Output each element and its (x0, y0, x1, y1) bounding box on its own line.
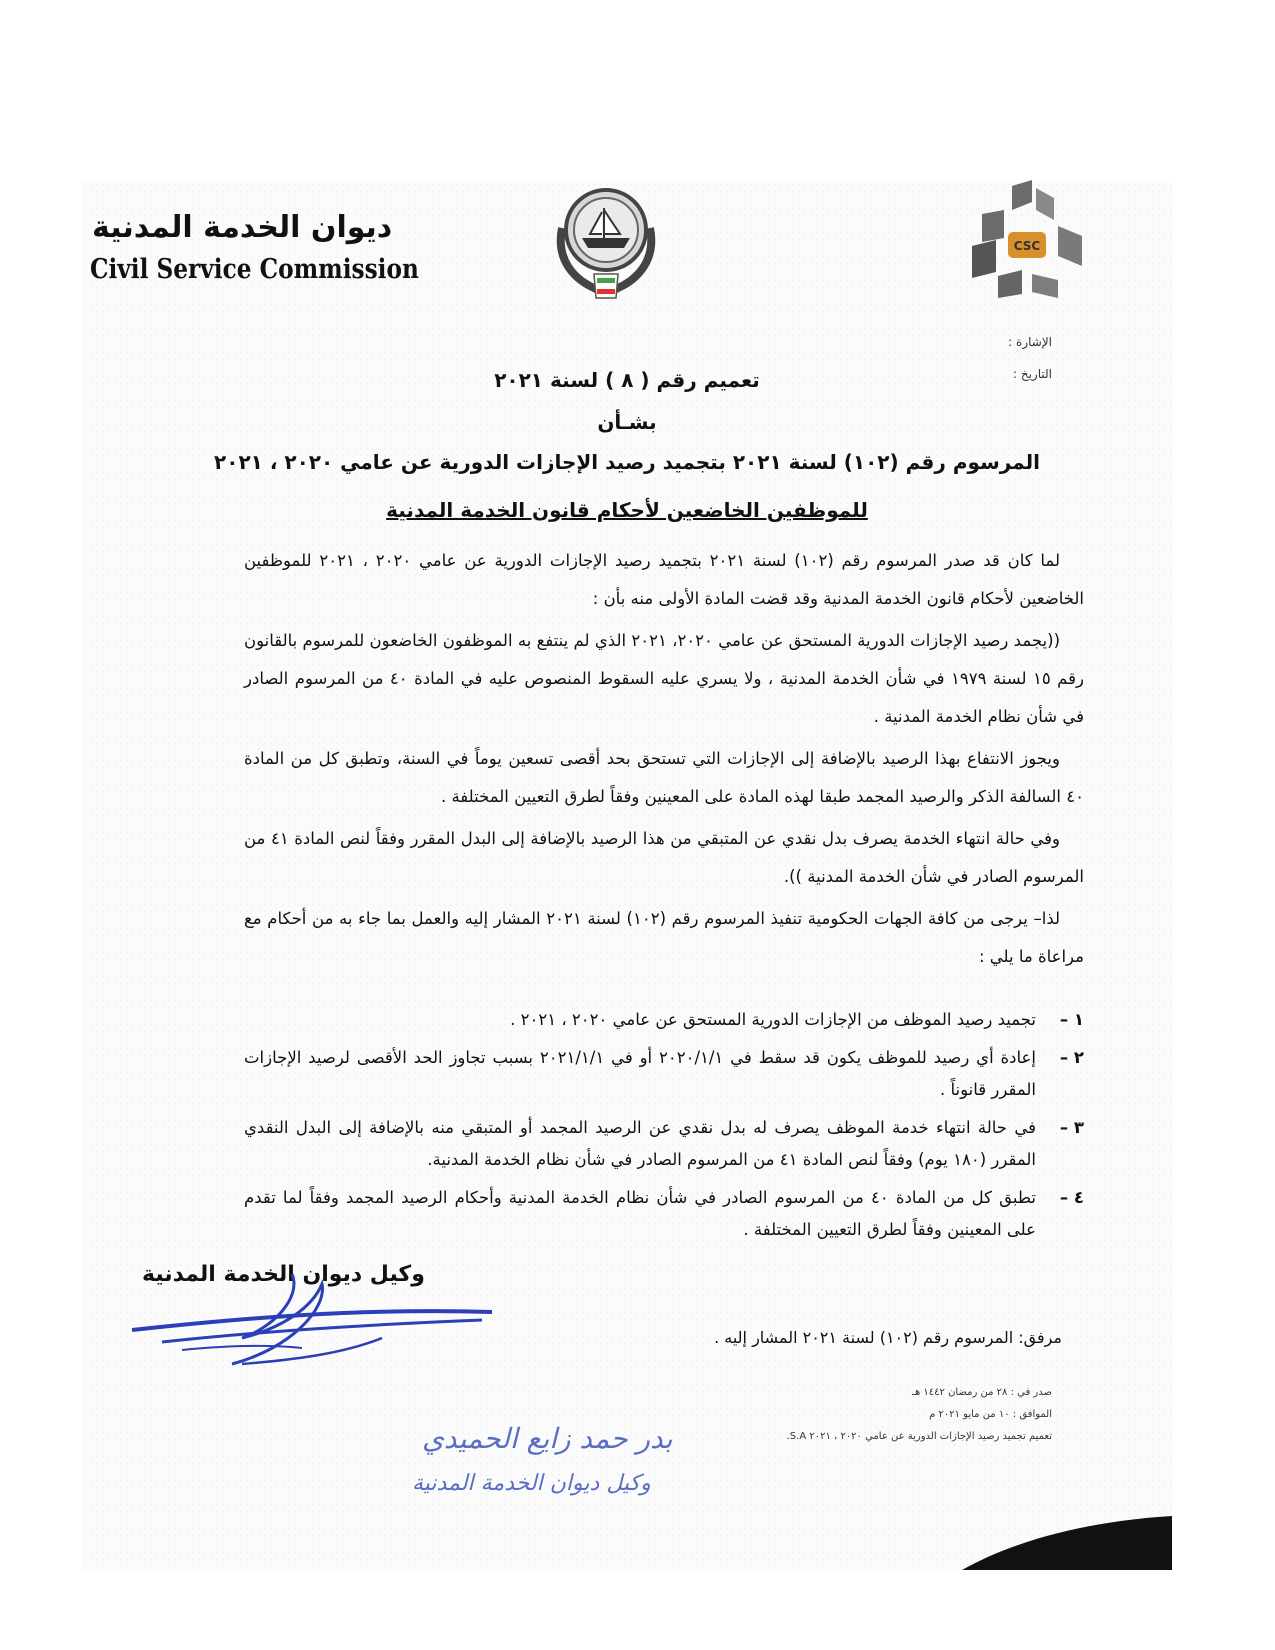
list-item (244, 1004, 1084, 1036)
paragraph-2: ((يجمد رصيد الإجازات الدورية المستحق عن عامي ٢٠٢٠، ٢٠٢١ الذي لم ينتفع به الموظفون الخاضعون للمرسوم بالقانون رقم ١٥ لسنة ١٩٧٩ في شأن الخدمة المدنية ، ولا يسري عليه السقوط المنصوص عليه في المادة ٤٠ من المرسوم الصادر في شأن نظام الخدمة المدنية . (244, 631, 1085, 726)
signature-scribble-icon (122, 1268, 502, 1378)
list-item (244, 1042, 1084, 1106)
attachment-note: مرفق: المرسوم رقم (١٠٢) لسنة ٢٠٢١ المشار إليه . (714, 1328, 1062, 1347)
subject-line-2 (82, 498, 1172, 522)
list-item-text: في حالة انتهاء خدمة الموظف يصرف له بدل نقدي عن الرصيد المجمد أو المتبقي منه بالإضافة إلى البدل النقدي المقرر (١٨٠ يوم) وفقاً لنص المادة ٤١ من المرسوم الصادر في شأن نظام الخدمة المدنية. (244, 1118, 1036, 1169)
issue-date-gregorian: الموافق : ١٠ من مايو ٢٠٢١ م (929, 1409, 1052, 1420)
csc-logo-icon (962, 180, 1092, 300)
list-item-text: تجميد رصيد الموظف من الإجازات الدورية المستحق عن عامي ٢٠٢٠ ، ٢٠٢١ . (510, 1010, 1036, 1029)
handwritten-title: وكيل ديوان الخدمة المدنية (412, 1471, 651, 1496)
list-item-text: إعادة أي رصيد للموظف يكون قد سقط في ٢٠٢٠/١/١ أو في ٢٠٢١/١/١ بسبب تجاوز الحد الأقصى لرصيد الإجازات المقرر قانوناً . (244, 1048, 1036, 1099)
handwritten-name: بدر حمد زايع الحميدي (422, 1422, 673, 1455)
list-item-number: ٢ – (1059, 1048, 1084, 1067)
signatory-title: وكيل ديوان الخدمة المدنية (142, 1262, 425, 1287)
document-body (244, 542, 1084, 980)
issue-date-hijri: صدر في : ٢٨ من رمضان ١٤٤٢ هـ (912, 1387, 1052, 1398)
paragraph-3: ويجوز الانتفاع بهذا الرصيد بالإضافة إلى الإجازات التي تستحق بحد أقصى تسعين يوماً في السنة، وتطبق كل من المادة ٤٠ السالفة الذكر والرصيد المجمد طبقا لهذه المادة على المعينين وفقاً لطرق التعيين المختلفة . (244, 749, 1084, 806)
subject-line-2-text: للموظفين الخاضعين لأحكام قانون الخدمة المدنية (386, 498, 868, 522)
list-item (244, 1182, 1084, 1246)
org-name-arabic: ديوان الخدمة المدنية (92, 210, 393, 245)
org-name-english: Civil Service Commission (90, 254, 419, 285)
paragraph-4: وفي حالة انتهاء الخدمة يصرف بدل نقدي عن المتبقي من هذا الرصيد بالإضافة إلى البدل المقرر وفقاً لنص المادة ٤١ من المرسوم الصادر في شأن الخدمة المدنية )). (244, 829, 1084, 886)
csc-logo-text: CSC (1013, 239, 1041, 253)
list-item-number: ١ – (1059, 1010, 1084, 1029)
reference-label: الإشارة : (1008, 335, 1052, 349)
circular-number: تعميم رقم ( ٨ ) لسنة ٢٠٢١ (494, 368, 760, 392)
regarding-heading: بشـأن (597, 410, 657, 434)
page-corner-shadow (962, 1516, 1172, 1570)
document-page (82, 182, 1172, 1570)
list-item-text: تطبق كل من المادة ٤٠ من المرسوم الصادر في شأن نظام الخدمة المدنية وأحكام الرصيد المجمد وفقاً لما تقدم على المعينين وفقاً لطرق التعيين المختلفة . (244, 1188, 1036, 1239)
list-item-number: ٣ – (1059, 1118, 1084, 1137)
list-item-number: ٤ – (1059, 1188, 1084, 1207)
document-code: تعميم تجميد رصيد الإجازات الدورية عن عامي ٢٠٢٠ ، ٢٠٢١ S.A. (786, 1431, 1052, 1442)
paragraph-5: لذا– يرجى من كافة الجهات الحكومية تنفيذ المرسوم رقم (١٠٢) لسنة ٢٠٢١ المشار إليه والعمل بما جاء به من أحكام مع مراعاة ما يلي : (244, 909, 1084, 966)
list-item (244, 1112, 1084, 1176)
paragraph-1: لما كان قد صدر المرسوم رقم (١٠٢) لسنة ٢٠٢١ بتجميد رصيد الإجازات الدورية عن عامي ٢٠٢٠ ، ٢٠٢١ للموظفين الخاضعين لأحكام قانون الخدمة المدنية وقد قضت المادة الأولى منه بأن : (244, 551, 1084, 608)
handwritten-name-stamp (172, 1410, 673, 1506)
instruction-list (244, 1004, 1084, 1252)
issue-info (787, 1382, 1052, 1448)
kuwait-emblem-icon (542, 178, 670, 304)
subject-line-1: المرسوم رقم (١٠٢) لسنة ٢٠٢١ بتجميد رصيد الإجازات الدورية عن عامي ٢٠٢٠ ، ٢٠٢١ (214, 450, 1040, 474)
date-label: التاريخ : (1012, 367, 1052, 381)
